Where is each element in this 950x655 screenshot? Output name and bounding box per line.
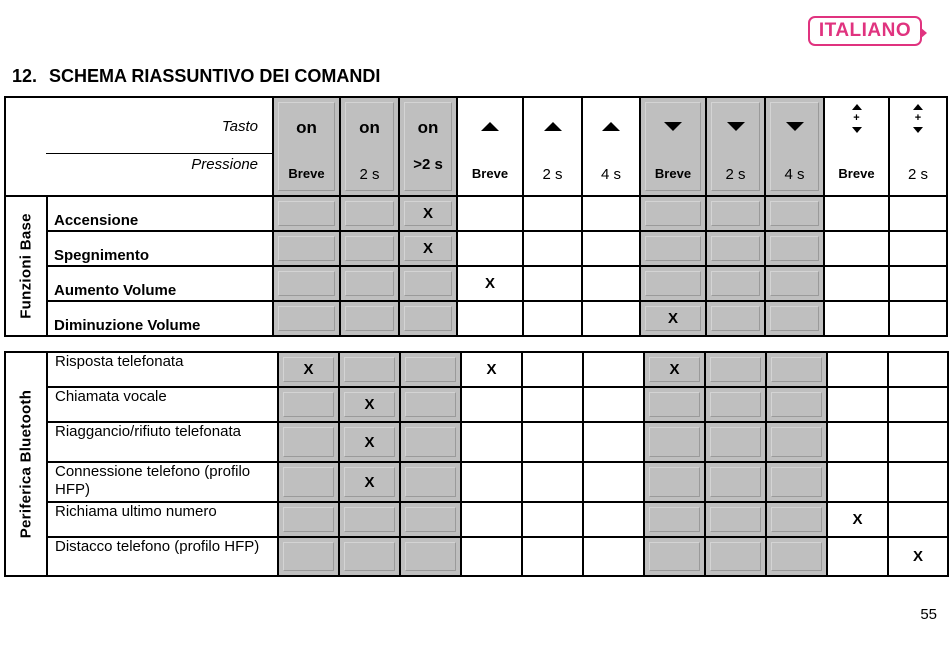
command-cell <box>461 387 522 422</box>
table-row <box>5 502 948 537</box>
command-cell <box>278 537 339 576</box>
mark-x: X <box>422 240 433 257</box>
command-cell <box>461 462 522 502</box>
command-cell <box>522 422 583 462</box>
col-header-9 <box>765 97 824 196</box>
command-cell <box>523 196 582 231</box>
command-cell <box>705 352 766 387</box>
command-cell <box>706 301 765 336</box>
mark-x: X <box>912 548 923 565</box>
heading-title: SCHEMA RIASSUNTIVO DEI COMANDI <box>49 66 381 86</box>
command-cell <box>339 537 400 576</box>
command-cell <box>888 537 948 576</box>
section-label-funzioni-base <box>5 196 47 336</box>
up-arrow-icon <box>544 122 562 131</box>
section-heading <box>12 66 380 87</box>
command-cell <box>705 387 766 422</box>
command-cell <box>640 266 706 301</box>
command-cell <box>889 301 947 336</box>
command-cell <box>888 352 948 387</box>
command-cell <box>640 196 706 231</box>
pressione-label: Pressione <box>191 156 258 173</box>
press-label: 2 s <box>542 166 563 183</box>
command-cell <box>273 196 340 231</box>
col-header-8 <box>706 97 765 196</box>
command-cell <box>582 266 640 301</box>
command-cell <box>644 352 705 387</box>
command-cell <box>640 231 706 266</box>
command-cell <box>278 502 339 537</box>
command-cell <box>399 301 457 336</box>
command-cell <box>888 387 948 422</box>
command-cell <box>400 502 461 537</box>
command-cell <box>827 502 888 537</box>
command-cell <box>523 231 582 266</box>
command-cell <box>827 352 888 387</box>
command-cell <box>399 231 457 266</box>
command-cell <box>340 196 399 231</box>
command-cell <box>278 422 339 462</box>
command-cell <box>461 422 522 462</box>
up-arrow-icon <box>852 104 862 110</box>
function-name: Chiamata vocale <box>47 387 278 422</box>
command-cell <box>583 352 644 387</box>
command-cell <box>705 537 766 576</box>
command-cell <box>273 301 340 336</box>
press-label: Breve <box>471 166 509 181</box>
section-label-text: Funzioni Base <box>17 213 35 319</box>
command-cell <box>827 387 888 422</box>
command-cell <box>706 231 765 266</box>
command-cell <box>522 502 583 537</box>
command-cell <box>400 462 461 502</box>
command-cell <box>706 266 765 301</box>
mark-x: X <box>669 361 680 378</box>
command-cell <box>278 462 339 502</box>
command-cell <box>827 462 888 502</box>
col-header-6 <box>582 97 640 196</box>
mark-x: X <box>486 361 497 378</box>
command-cell <box>461 352 522 387</box>
command-cell <box>765 196 824 231</box>
command-cell <box>339 502 400 537</box>
command-cell <box>889 266 947 301</box>
command-cell <box>523 266 582 301</box>
function-name: Spegnimento <box>47 231 273 266</box>
press-label: 2 s <box>359 166 380 183</box>
press-label: 2 s <box>725 166 746 183</box>
command-cell <box>824 266 889 301</box>
plus-sign: + <box>914 112 922 124</box>
col-header-1 <box>273 97 340 196</box>
command-cell <box>765 266 824 301</box>
function-name: Accensione <box>47 196 273 231</box>
command-cell <box>766 422 827 462</box>
corner-divider <box>46 153 272 154</box>
command-cell <box>640 301 706 336</box>
col-header-11 <box>889 97 947 196</box>
press-label: 4 s <box>784 166 805 183</box>
command-cell <box>273 266 340 301</box>
command-cell <box>706 196 765 231</box>
function-name: Richiama ultimo numero <box>47 502 278 537</box>
table-row <box>5 422 948 462</box>
table-row <box>5 266 947 301</box>
section-label-text: Periferica Bluetooth <box>17 389 35 539</box>
key-label: on <box>359 118 380 137</box>
mark-x: X <box>364 396 375 413</box>
command-cell <box>522 537 583 576</box>
command-cell <box>523 301 582 336</box>
plus-sign: + <box>853 112 860 124</box>
table-row <box>5 231 947 266</box>
command-cell <box>644 502 705 537</box>
command-cell <box>340 231 399 266</box>
table-row <box>5 196 947 231</box>
heading-number: 12. <box>12 66 38 86</box>
header-corner <box>5 97 273 196</box>
down-arrow-icon <box>913 127 923 133</box>
command-cell <box>522 387 583 422</box>
command-cell <box>583 422 644 462</box>
mark-x: X <box>364 473 375 491</box>
mark-x: X <box>303 361 314 378</box>
key-label: on <box>296 118 317 137</box>
command-cell <box>457 196 523 231</box>
down-arrow-icon <box>664 122 682 131</box>
command-cell <box>278 387 339 422</box>
command-cell <box>400 352 461 387</box>
command-cell <box>583 462 644 502</box>
command-cell <box>766 352 827 387</box>
command-cell <box>766 462 827 502</box>
press-label: >2 s <box>413 156 443 173</box>
up-arrow-icon <box>481 122 499 131</box>
command-cell <box>827 422 888 462</box>
command-cell <box>399 196 457 231</box>
function-name: Risposta telefonata <box>47 352 278 387</box>
table-row <box>5 352 948 387</box>
command-cell <box>457 301 523 336</box>
command-cell <box>644 537 705 576</box>
command-cell <box>582 196 640 231</box>
command-cell <box>339 352 400 387</box>
command-cell <box>461 537 522 576</box>
command-cell <box>583 537 644 576</box>
table-row <box>5 462 948 502</box>
press-label: Breve <box>654 166 692 181</box>
col-header-7 <box>640 97 706 196</box>
command-cell <box>461 502 522 537</box>
up-arrow-icon <box>602 122 620 131</box>
command-cell <box>273 231 340 266</box>
function-name: Distacco telefono (profilo HFP) <box>47 537 278 576</box>
command-cell <box>824 301 889 336</box>
down-arrow-icon <box>727 122 745 131</box>
command-cell <box>644 387 705 422</box>
section-label-periferica-bluetooth <box>5 352 47 576</box>
mark-x: X <box>364 433 375 451</box>
mark-x: X <box>484 275 495 292</box>
command-cell <box>522 352 583 387</box>
command-cell <box>827 537 888 576</box>
col-header-4 <box>457 97 523 196</box>
command-cell <box>644 462 705 502</box>
command-cell <box>278 352 339 387</box>
command-cell <box>766 502 827 537</box>
up-arrow-icon <box>913 104 923 110</box>
mark-x: X <box>852 511 863 528</box>
command-cell <box>339 422 400 462</box>
key-label: on <box>417 118 439 137</box>
table-row <box>5 387 948 422</box>
command-cell <box>705 462 766 502</box>
command-cell <box>339 462 400 502</box>
table-row <box>5 537 948 576</box>
function-name: Riaggancio/rifiuto telefonata <box>47 422 278 462</box>
command-cell <box>765 301 824 336</box>
tasto-label: Tasto <box>221 118 258 135</box>
press-label: 2 s <box>907 166 928 183</box>
command-cell <box>888 462 948 502</box>
command-cell <box>582 301 640 336</box>
language-badge: ITALIANO <box>808 16 922 46</box>
down-arrow-icon <box>852 127 862 133</box>
col-header-5 <box>523 97 582 196</box>
function-name: Diminuzione Volume <box>47 301 273 336</box>
command-cell <box>766 537 827 576</box>
command-cell <box>705 422 766 462</box>
col-header-2 <box>340 97 399 196</box>
commands-table-base <box>4 96 948 337</box>
press-label: Breve <box>838 166 875 181</box>
function-name: Aumento Volume <box>47 266 273 301</box>
command-cell <box>824 196 889 231</box>
press-label: Breve <box>288 166 325 181</box>
command-cell <box>644 422 705 462</box>
commands-table-bluetooth <box>4 351 949 577</box>
col-header-3 <box>399 97 457 196</box>
mark-x: X <box>667 310 678 327</box>
command-cell <box>889 196 947 231</box>
command-cell <box>888 502 948 537</box>
col-header-10 <box>824 97 889 196</box>
command-cell <box>400 537 461 576</box>
command-cell <box>888 422 948 462</box>
command-cell <box>889 231 947 266</box>
command-cell <box>457 231 523 266</box>
page-number: 55 <box>920 606 937 623</box>
command-cell <box>522 462 583 502</box>
command-cell <box>766 387 827 422</box>
command-cell <box>399 266 457 301</box>
function-name: Connessione telefono (profilo HFP) <box>47 462 278 502</box>
command-cell <box>583 502 644 537</box>
command-cell <box>400 387 461 422</box>
table-row <box>5 301 947 336</box>
mark-x: X <box>422 205 433 222</box>
command-cell <box>457 266 523 301</box>
command-cell <box>339 387 400 422</box>
press-label: 4 s <box>600 166 621 183</box>
command-cell <box>824 231 889 266</box>
command-cell <box>400 422 461 462</box>
command-cell <box>765 231 824 266</box>
down-arrow-icon <box>786 122 804 131</box>
command-cell <box>340 301 399 336</box>
command-cell <box>582 231 640 266</box>
command-cell <box>340 266 399 301</box>
header-row <box>5 97 947 196</box>
command-cell <box>705 502 766 537</box>
command-cell <box>583 387 644 422</box>
